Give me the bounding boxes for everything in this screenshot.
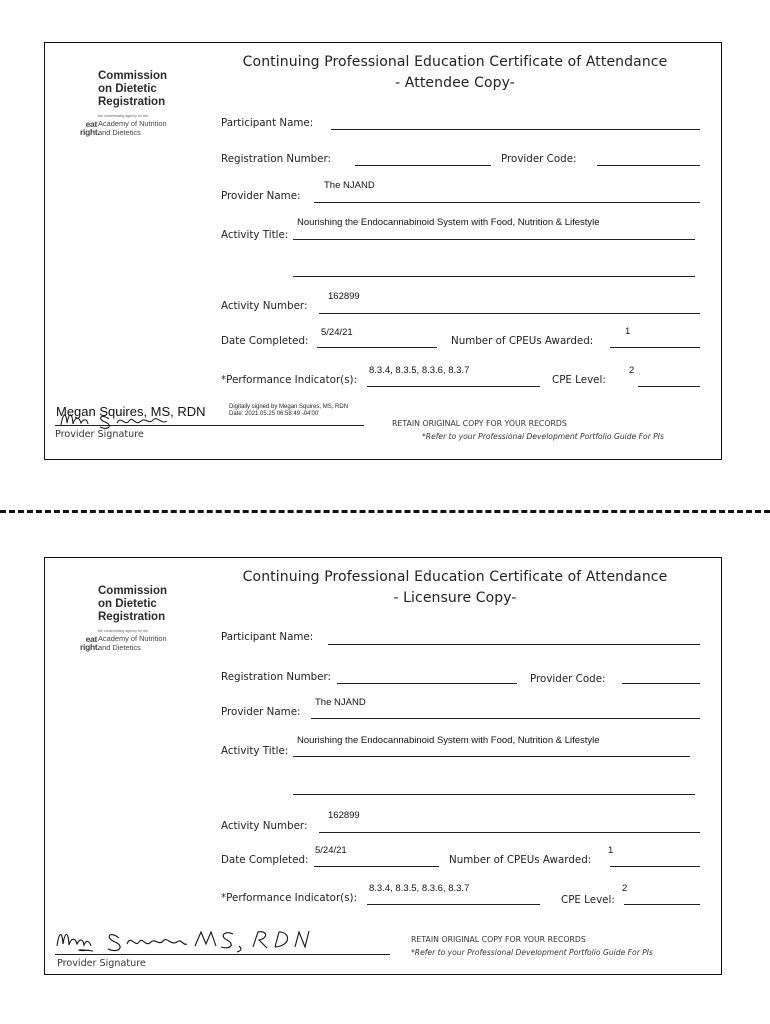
performance-indicators-label: *Performance Indicator(s): xyxy=(221,892,358,904)
registration-number-label: Registration Number: xyxy=(221,671,332,683)
provider-code-field[interactable] xyxy=(622,683,700,684)
date-completed-label: Date Completed: xyxy=(221,854,309,866)
activity-title-field-line-2[interactable] xyxy=(293,794,695,795)
activity-title-field[interactable] xyxy=(293,239,695,240)
provider-name-field[interactable] xyxy=(311,718,700,719)
activity-title-field-line-2[interactable] xyxy=(293,276,695,277)
licensure-certificate xyxy=(44,557,722,975)
provider-signature-line xyxy=(55,954,390,955)
activity-title-label: Activity Title: xyxy=(221,745,289,757)
activity-number-field[interactable] xyxy=(319,313,700,314)
logo-academy: Academy of Nutrition and Dietetics xyxy=(98,634,167,652)
logo-line-3: Registration xyxy=(98,96,166,108)
participant-name-label: Participant Name: xyxy=(221,631,314,643)
logo-academy: Academy of Nutrition and Dietetics xyxy=(98,119,167,137)
provider-signature-line xyxy=(55,425,364,426)
performance-indicators-label: *Performance Indicator(s): xyxy=(221,374,358,386)
cpeus-awarded-value: 1 xyxy=(625,326,631,337)
logo-line-2: on Dietetic xyxy=(98,83,157,95)
performance-indicators-value: 8.3.4, 8.3.5, 8.3.6, 8.3.7 xyxy=(369,365,470,376)
provider-code-label: Provider Code: xyxy=(530,673,606,685)
logo-line-1: Commission xyxy=(98,70,168,82)
date-completed-value: 5/24/21 xyxy=(315,845,347,856)
cpeus-awarded-label: Number of CPEUs Awarded: xyxy=(451,335,594,347)
performance-indicators-field[interactable] xyxy=(367,386,540,387)
certificate-title: Continuing Professional Education Certificate of Attendance xyxy=(242,54,668,70)
performance-indicators-value: 8.3.4, 8.3.5, 8.3.6, 8.3.7 xyxy=(369,883,470,894)
cpe-level-label: CPE Level: xyxy=(552,374,606,386)
registration-number-label: Registration Number: xyxy=(221,153,332,165)
activity-number-value: 162899 xyxy=(328,810,360,821)
cpe-level-field[interactable] xyxy=(624,904,700,905)
retain-notice: RETAIN ORIGINAL COPY FOR YOUR RECORDS xyxy=(411,935,586,944)
participant-name-field[interactable] xyxy=(328,644,700,645)
copy-label: - Licensure Copy- xyxy=(393,590,517,606)
date-completed-label: Date Completed: xyxy=(221,335,309,347)
cpe-level-label: CPE Level: xyxy=(561,894,615,906)
provider-name-field[interactable] xyxy=(314,202,700,203)
activity-number-label: Activity Number: xyxy=(221,820,308,832)
date-completed-field[interactable] xyxy=(317,347,437,348)
activity-title-label: Activity Title: xyxy=(221,229,289,241)
provider-code-field[interactable] xyxy=(597,165,700,166)
participant-name-label: Participant Name: xyxy=(221,117,314,129)
logo-eat-right-mark: eat right. xyxy=(80,634,100,652)
provider-name-label: Provider Name: xyxy=(221,190,301,202)
provider-code-label: Provider Code: xyxy=(501,153,577,165)
cpeus-awarded-field[interactable] xyxy=(610,866,700,867)
logo-line-3: Registration xyxy=(98,611,166,623)
logo-line-1: Commission xyxy=(98,585,168,597)
provider-name-value: The NJAND xyxy=(315,697,366,708)
logo-eat-right-mark: eat right. xyxy=(80,119,100,137)
performance-indicators-field[interactable] xyxy=(367,904,540,905)
participant-name-field[interactable] xyxy=(331,129,700,130)
provider-name-value: The NJAND xyxy=(324,180,375,191)
date-completed-field[interactable] xyxy=(314,866,439,867)
cpe-level-value: 2 xyxy=(629,365,635,376)
cpe-level-value: 2 xyxy=(622,883,628,894)
attendee-certificate xyxy=(44,42,722,460)
cpeus-awarded-field[interactable] xyxy=(610,347,700,348)
refer-notice: *Refer to your Professional Development Portfolio Guide For PIs xyxy=(411,948,653,957)
logo-line-2: on Dietetic xyxy=(98,598,157,610)
activity-title-value: Nourishing the Endocannabinoid System with Food, Nutrition & Lifestyle xyxy=(297,735,600,746)
cpeus-awarded-label: Number of CPEUs Awarded: xyxy=(449,854,592,866)
refer-notice: *Refer to your Professional Development Portfolio Guide For PIs xyxy=(422,432,664,441)
provider-name-label: Provider Name: xyxy=(221,706,301,718)
registration-number-field[interactable] xyxy=(355,165,491,166)
handwritten-signature xyxy=(53,920,313,956)
cut-line xyxy=(0,510,770,513)
provider-signature-label: Provider Signature xyxy=(57,958,146,969)
logo-tagline: the credentialing agency for the xyxy=(98,629,149,633)
cpe-level-field[interactable] xyxy=(638,386,700,387)
activity-number-label: Activity Number: xyxy=(221,300,308,312)
activity-title-field[interactable] xyxy=(293,756,690,757)
provider-signature-label: Provider Signature xyxy=(55,429,144,440)
activity-number-field[interactable] xyxy=(319,832,700,833)
digital-signature-note: Digitally signed by Megan Squires, MS, RDN Date: 2021.05.25 06:58:49 -04'00' xyxy=(229,404,349,418)
logo-tagline: the credentialing agency for the xyxy=(98,114,149,118)
copy-label: - Attendee Copy- xyxy=(395,75,515,91)
date-completed-value: 5/24/21 xyxy=(321,327,353,338)
provider-signature-typed: Megan Squires, MS, RDN xyxy=(56,404,206,419)
activity-title-value: Nourishing the Endocannabinoid System with Food, Nutrition & Lifestyle xyxy=(297,217,600,228)
activity-number-value: 162899 xyxy=(328,291,360,302)
certificate-title: Continuing Professional Education Certificate of Attendance xyxy=(242,569,668,585)
cpeus-awarded-value: 1 xyxy=(608,845,614,856)
registration-number-field[interactable] xyxy=(337,683,517,684)
retain-notice: RETAIN ORIGINAL COPY FOR YOUR RECORDS xyxy=(392,419,567,428)
